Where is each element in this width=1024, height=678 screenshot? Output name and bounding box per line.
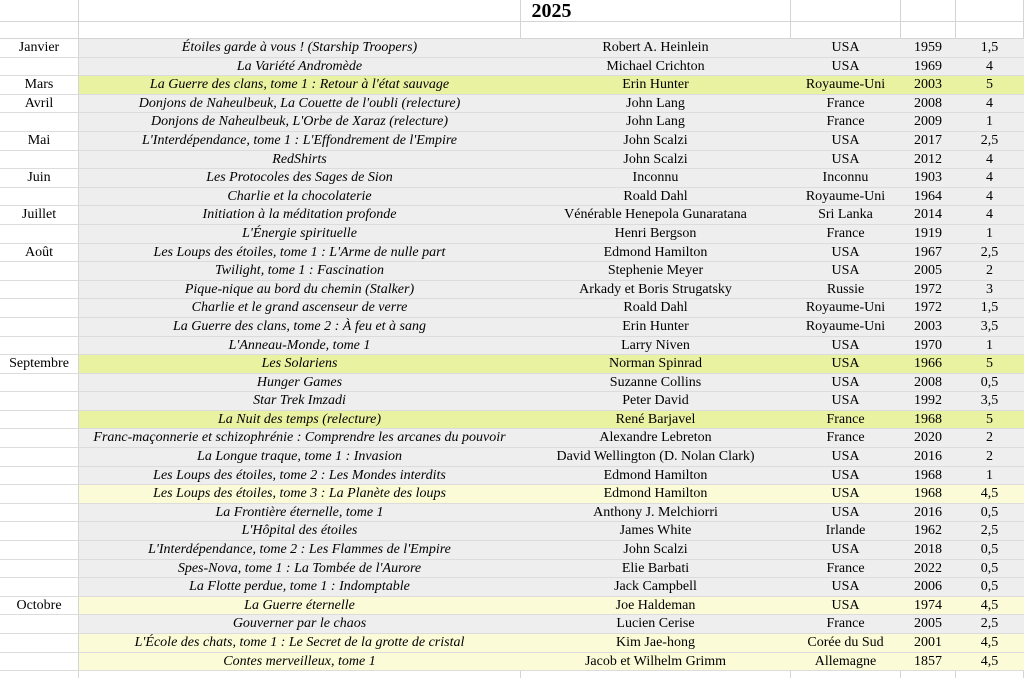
title-cell[interactable]: La Guerre des clans, tome 2 : À feu et à sang bbox=[173, 318, 426, 334]
month-cell[interactable]: Octobre bbox=[16, 597, 62, 613]
title-row bbox=[0, 0, 1024, 22]
title-cell[interactable]: Twilight, tome 1 : Fascination bbox=[215, 263, 384, 279]
country-cell[interactable]: Russie bbox=[826, 281, 865, 297]
rating-cell[interactable]: 2 bbox=[986, 263, 993, 279]
year-cell[interactable]: 2016 bbox=[914, 504, 942, 520]
country-cell[interactable]: USA bbox=[831, 542, 860, 558]
title-cell[interactable]: La Guerre éternelle bbox=[244, 597, 355, 613]
rating-cell[interactable]: 2,5 bbox=[980, 244, 999, 260]
year-cell[interactable]: 1970 bbox=[914, 337, 942, 353]
author-cell[interactable]: Inconnu bbox=[632, 170, 679, 186]
country-cell[interactable]: USA bbox=[831, 132, 860, 148]
month-cell[interactable]: Août bbox=[25, 244, 53, 260]
year-cell[interactable]: 2018 bbox=[914, 542, 942, 558]
country-cell[interactable]: USA bbox=[831, 58, 860, 74]
month-cell[interactable] bbox=[0, 151, 78, 169]
title-cell[interactable]: Gouverner par le chaos bbox=[232, 616, 367, 632]
year-cell[interactable]: 1968 bbox=[914, 467, 942, 483]
author-cell[interactable]: John Scalzi bbox=[623, 132, 688, 148]
month-cell[interactable] bbox=[0, 541, 78, 559]
rating-cell[interactable]: 3 bbox=[986, 281, 993, 297]
table-row bbox=[0, 169, 1024, 188]
title-cell[interactable]: RedShirts bbox=[272, 151, 327, 167]
title-cell[interactable]: Franc-maçonnerie et schizophrénie : Comprendre les arcanes du pouvoir bbox=[93, 430, 506, 446]
title-cell[interactable]: Initiation à la méditation profonde bbox=[202, 207, 397, 223]
table-row bbox=[0, 76, 1024, 95]
year-cell[interactable]: 1919 bbox=[914, 225, 942, 241]
title-cell[interactable]: L'École des chats, tome 1 : Le Secret de la grotte de cristal bbox=[134, 635, 465, 650]
month-cell[interactable] bbox=[0, 411, 78, 429]
year-cell[interactable]: 1968 bbox=[914, 486, 942, 502]
country-cell[interactable]: France bbox=[826, 560, 865, 576]
rating-cell[interactable]: 0,5 bbox=[980, 542, 999, 558]
title-cell[interactable]: L'Anneau-Monde, tome 1 bbox=[228, 337, 371, 353]
title-cell[interactable]: La Longue traque, tome 1 : Invasion bbox=[197, 449, 402, 465]
country-cell[interactable]: Royaume-Uni bbox=[805, 318, 886, 334]
month-cell[interactable]: Avril bbox=[24, 95, 54, 111]
title-cell[interactable]: Les Loups des étoiles, tome 3 : La Planète des loups bbox=[153, 486, 446, 502]
author-cell[interactable]: Roald Dahl bbox=[623, 300, 688, 316]
year-cell[interactable]: 1857 bbox=[914, 653, 942, 669]
rating-cell[interactable]: 5 bbox=[986, 77, 993, 93]
year-cell[interactable]: 2008 bbox=[914, 95, 942, 111]
country-cell[interactable]: USA bbox=[831, 597, 860, 613]
table-row bbox=[0, 58, 1024, 77]
table-row bbox=[0, 318, 1024, 337]
rating-cell[interactable]: 2 bbox=[986, 449, 993, 465]
month-cell[interactable] bbox=[0, 58, 78, 76]
country-cell[interactable]: USA bbox=[831, 374, 860, 390]
title-cell[interactable]: La Variété Andromède bbox=[236, 58, 363, 74]
rating-cell[interactable]: 1 bbox=[986, 225, 993, 241]
table-row bbox=[0, 374, 1024, 393]
year-cell[interactable]: 1972 bbox=[914, 300, 942, 316]
year-cell[interactable]: 2016 bbox=[914, 449, 942, 465]
author-cell[interactable]: Stephenie Meyer bbox=[607, 263, 704, 279]
country-cell[interactable]: Irlande bbox=[825, 523, 866, 539]
rating-cell[interactable]: 4 bbox=[986, 151, 993, 167]
author-cell[interactable]: John Lang bbox=[626, 95, 685, 111]
title-cell[interactable]: Les Loups des étoiles, tome 2 : Les Mondes interdits bbox=[153, 467, 446, 483]
title-cell[interactable]: Star Trek Imzadi bbox=[253, 393, 346, 409]
country-cell[interactable]: Inconnu bbox=[822, 170, 869, 186]
rating-cell[interactable]: 0,5 bbox=[980, 560, 999, 576]
title-cell[interactable]: La Flotte perdue, tome 1 : Indomptable bbox=[189, 579, 410, 595]
country-cell[interactable]: USA bbox=[831, 393, 860, 409]
author-cell[interactable]: David Wellington (D. Nolan Clark) bbox=[556, 449, 755, 465]
title-cell[interactable]: La Nuit des temps (relecture) bbox=[217, 411, 382, 427]
author-cell[interactable]: Suzanne Collins bbox=[609, 374, 702, 390]
year-cell[interactable]: 1974 bbox=[914, 597, 942, 613]
author-cell[interactable]: Anthony J. Melchiorri bbox=[593, 504, 718, 520]
rating-cell[interactable]: 4 bbox=[986, 170, 993, 186]
country-cell[interactable]: USA bbox=[831, 40, 860, 55]
country-cell[interactable]: USA bbox=[831, 356, 860, 372]
year-cell[interactable]: 2009 bbox=[914, 114, 942, 130]
year-cell[interactable]: 1968 bbox=[914, 411, 942, 427]
month-cell[interactable] bbox=[0, 578, 78, 596]
table-row bbox=[0, 113, 1024, 132]
country-cell[interactable]: France bbox=[826, 114, 865, 130]
title-cell[interactable]: L'Interdépendance, tome 2 : Les Flammes de l'Empire bbox=[148, 542, 451, 558]
table-row bbox=[0, 485, 1024, 504]
country-cell[interactable]: France bbox=[826, 411, 865, 427]
country-cell[interactable]: Sri Lanka bbox=[818, 207, 873, 223]
month-cell[interactable] bbox=[0, 318, 78, 336]
rating-cell[interactable]: 1 bbox=[986, 114, 993, 130]
title-cell[interactable]: Charlie et la chocolaterie bbox=[227, 188, 372, 204]
rating-cell[interactable]: 4 bbox=[986, 95, 993, 111]
country-cell[interactable]: Corée du Sud bbox=[807, 635, 884, 650]
year-cell[interactable]: 2022 bbox=[914, 560, 942, 576]
title-cell[interactable]: Donjons de Naheulbeuk, La Couette de l'oubli (relecture) bbox=[138, 95, 461, 111]
table-row bbox=[0, 597, 1024, 616]
country-cell[interactable]: France bbox=[826, 616, 865, 632]
country-cell[interactable]: USA bbox=[831, 486, 860, 502]
country-cell[interactable]: France bbox=[826, 95, 865, 111]
table-row bbox=[0, 39, 1024, 58]
month-cell[interactable] bbox=[0, 337, 78, 355]
year-cell[interactable]: 2003 bbox=[914, 77, 942, 93]
title-cell[interactable]: Pique-nique au bord du chemin (Stalker) bbox=[184, 281, 415, 297]
month-cell[interactable]: Mai bbox=[27, 132, 51, 148]
month-cell[interactable]: Juillet bbox=[21, 207, 57, 223]
country-cell[interactable]: Royaume-Uni bbox=[805, 300, 886, 316]
month-cell[interactable]: Janvier bbox=[18, 40, 60, 55]
table-row bbox=[0, 132, 1024, 151]
author-cell[interactable]: Norman Spinrad bbox=[609, 356, 702, 372]
rating-cell[interactable]: 0,5 bbox=[980, 579, 999, 595]
table-row bbox=[0, 392, 1024, 411]
country-cell[interactable]: USA bbox=[831, 244, 860, 260]
book-rows bbox=[0, 39, 1024, 671]
month-cell[interactable] bbox=[0, 374, 78, 392]
month-cell[interactable] bbox=[0, 634, 78, 652]
year-cell[interactable]: 2003 bbox=[914, 318, 942, 334]
month-cell[interactable] bbox=[0, 392, 78, 410]
rating-cell[interactable]: 0,5 bbox=[980, 374, 999, 390]
author-cell[interactable]: Joe Haldeman bbox=[615, 597, 696, 613]
table-row bbox=[0, 151, 1024, 170]
author-cell[interactable]: Kim Jae-hong bbox=[616, 635, 695, 650]
table-row bbox=[0, 188, 1024, 207]
author-cell[interactable]: Michael Crichton bbox=[606, 58, 705, 74]
year-cell[interactable]: 2014 bbox=[914, 207, 942, 223]
table-row bbox=[0, 578, 1024, 597]
year-cell[interactable]: 1992 bbox=[914, 393, 942, 409]
month-cell[interactable] bbox=[0, 225, 78, 243]
table-row bbox=[0, 504, 1024, 523]
author-cell[interactable]: Edmond Hamilton bbox=[603, 244, 708, 260]
month-cell[interactable]: Mars bbox=[24, 77, 54, 93]
rating-cell[interactable]: 2 bbox=[986, 430, 993, 446]
table-row bbox=[0, 281, 1024, 300]
title-cell[interactable]: Étoiles garde à vous ! (Starship Troopers) bbox=[181, 40, 418, 55]
table-row bbox=[0, 653, 1024, 672]
title-cell[interactable]: La Guerre des clans, tome 1 : Retour à l'état sauvage bbox=[149, 77, 450, 93]
country-cell[interactable]: Allemagne bbox=[814, 653, 877, 669]
country-cell[interactable]: USA bbox=[831, 579, 860, 595]
author-cell[interactable]: Jacob et Wilhelm Grimm bbox=[584, 653, 727, 669]
title-cell[interactable]: Hunger Games bbox=[256, 374, 343, 390]
year-cell[interactable]: 2012 bbox=[914, 151, 942, 167]
month-cell[interactable] bbox=[0, 448, 78, 466]
rating-cell[interactable]: 4,5 bbox=[980, 635, 999, 650]
author-cell[interactable]: Lucien Cerise bbox=[616, 616, 695, 632]
author-cell[interactable]: Vénérable Henepola Gunaratana bbox=[564, 207, 747, 223]
author-cell[interactable]: René Barjavel bbox=[615, 411, 696, 427]
country-cell[interactable]: France bbox=[826, 430, 865, 446]
author-cell[interactable]: John Scalzi bbox=[623, 151, 688, 167]
year-cell[interactable]: 2017 bbox=[914, 132, 942, 148]
table-row bbox=[0, 299, 1024, 318]
title-cell[interactable]: L'Hôpital des étoiles bbox=[241, 523, 358, 539]
rating-cell[interactable]: 0,5 bbox=[980, 504, 999, 520]
title-cell[interactable]: Spes-Nova, tome 1 : La Tombée de l'Aurore bbox=[177, 560, 422, 576]
month-cell[interactable] bbox=[0, 653, 78, 671]
author-cell[interactable]: Henri Bergson bbox=[614, 225, 697, 241]
month-cell[interactable] bbox=[0, 522, 78, 540]
month-cell[interactable] bbox=[0, 281, 78, 299]
title-cell[interactable]: Contes merveilleux, tome 1 bbox=[223, 653, 376, 669]
country-cell[interactable]: USA bbox=[831, 151, 860, 167]
table-row bbox=[0, 244, 1024, 263]
rating-cell[interactable]: 1,5 bbox=[980, 40, 999, 55]
author-cell[interactable]: Roald Dahl bbox=[623, 188, 688, 204]
year-cell[interactable]: 1967 bbox=[914, 244, 942, 260]
author-cell[interactable]: Erin Hunter bbox=[622, 77, 689, 93]
table-row bbox=[0, 615, 1024, 634]
author-cell[interactable]: James White bbox=[619, 523, 692, 539]
table-row bbox=[0, 522, 1024, 541]
rating-cell[interactable]: 4 bbox=[986, 188, 993, 204]
table-row bbox=[0, 95, 1024, 114]
year-cell[interactable]: 1964 bbox=[914, 188, 942, 204]
title-cell[interactable]: L'Énergie spirituelle bbox=[242, 225, 357, 241]
year-cell[interactable]: 2005 bbox=[914, 616, 942, 632]
rating-cell[interactable]: 2,5 bbox=[980, 616, 999, 632]
year-cell[interactable]: 1959 bbox=[914, 40, 942, 55]
rating-cell[interactable]: 1 bbox=[986, 467, 993, 483]
rating-cell[interactable]: 4,5 bbox=[980, 653, 999, 669]
year-cell[interactable]: 2006 bbox=[914, 579, 942, 595]
rating-cell[interactable]: 5 bbox=[986, 411, 993, 427]
title-cell[interactable]: Les Loups des étoiles, tome 1 : L'Arme de nulle part bbox=[153, 244, 446, 260]
country-cell[interactable]: USA bbox=[831, 467, 860, 483]
table-row bbox=[0, 411, 1024, 430]
table-row bbox=[0, 634, 1024, 653]
table-row bbox=[0, 429, 1024, 448]
rating-cell[interactable]: 1 bbox=[986, 337, 993, 353]
month-cell[interactable]: Juin bbox=[27, 170, 51, 186]
author-cell[interactable]: Arkady et Boris Strugatsky bbox=[579, 281, 732, 297]
year-cell[interactable]: 1962 bbox=[914, 523, 942, 539]
table-row bbox=[0, 467, 1024, 486]
month-cell[interactable] bbox=[0, 429, 78, 447]
table-row bbox=[0, 262, 1024, 281]
rating-cell[interactable]: 4 bbox=[986, 207, 993, 223]
table-row bbox=[0, 337, 1024, 356]
country-cell[interactable]: USA bbox=[831, 337, 860, 353]
rating-cell[interactable]: 4,5 bbox=[980, 486, 999, 502]
author-cell[interactable]: John Scalzi bbox=[623, 542, 688, 558]
table-row bbox=[0, 560, 1024, 579]
title-cell[interactable]: Charlie et le grand ascenseur de verre bbox=[191, 300, 408, 316]
country-cell[interactable]: Royaume-Uni bbox=[805, 188, 886, 204]
table-row bbox=[0, 225, 1024, 244]
rating-cell[interactable]: 2,5 bbox=[980, 523, 999, 539]
table-row bbox=[0, 448, 1024, 467]
year-title-cell[interactable]: 2025 bbox=[531, 0, 572, 22]
rating-cell[interactable]: 1,5 bbox=[980, 300, 999, 316]
author-cell[interactable]: Elie Barbati bbox=[621, 560, 690, 576]
month-cell[interactable] bbox=[0, 485, 78, 503]
author-cell[interactable]: Erin Hunter bbox=[622, 318, 689, 334]
year-cell[interactable]: 2001 bbox=[914, 635, 942, 650]
author-cell[interactable]: Edmond Hamilton bbox=[603, 486, 708, 502]
year-cell[interactable]: 2005 bbox=[914, 263, 942, 279]
table-row bbox=[0, 206, 1024, 225]
month-cell[interactable] bbox=[0, 615, 78, 633]
year-cell[interactable]: 1966 bbox=[914, 356, 942, 372]
country-cell[interactable]: USA bbox=[831, 504, 860, 520]
country-cell[interactable]: Royaume-Uni bbox=[805, 77, 886, 93]
month-cell[interactable] bbox=[0, 504, 78, 522]
year-cell[interactable]: 1903 bbox=[914, 170, 942, 186]
table-row bbox=[0, 541, 1024, 560]
year-cell[interactable]: 1969 bbox=[914, 58, 942, 74]
title-cell[interactable]: La Frontière éternelle, tome 1 bbox=[215, 504, 384, 520]
blank-row bbox=[0, 22, 1024, 39]
year-cell[interactable]: 2008 bbox=[914, 374, 942, 390]
author-cell[interactable]: John Lang bbox=[626, 114, 685, 130]
title-cell[interactable]: Donjons de Naheulbeuk, L'Orbe de Xaraz (relecture) bbox=[150, 114, 449, 130]
rating-cell[interactable]: 4,5 bbox=[980, 597, 999, 613]
author-cell[interactable]: Peter David bbox=[622, 393, 689, 409]
title-cell[interactable]: Les Solariens bbox=[261, 356, 338, 372]
title-cell[interactable]: Les Protocoles des Sages de Sion bbox=[206, 170, 393, 186]
month-cell[interactable] bbox=[0, 467, 78, 485]
title-cell[interactable]: L'Interdépendance, tome 1 : L'Effondrement de l'Empire bbox=[142, 132, 457, 148]
month-cell[interactable] bbox=[0, 188, 78, 206]
month-cell[interactable]: Septembre bbox=[9, 356, 69, 372]
rating-cell[interactable]: 3,5 bbox=[980, 393, 999, 409]
year-cell[interactable]: 2020 bbox=[914, 430, 942, 446]
country-cell[interactable]: USA bbox=[831, 263, 860, 279]
month-cell[interactable] bbox=[0, 113, 78, 131]
author-cell[interactable]: Jack Campbell bbox=[614, 579, 697, 595]
rating-cell[interactable]: 2,5 bbox=[980, 132, 999, 148]
country-cell[interactable]: USA bbox=[831, 449, 860, 465]
author-cell[interactable]: Edmond Hamilton bbox=[603, 467, 708, 483]
month-cell[interactable] bbox=[0, 299, 78, 317]
table-row bbox=[0, 355, 1024, 374]
author-cell[interactable]: Alexandre Lebreton bbox=[599, 430, 712, 446]
rating-cell[interactable]: 4 bbox=[986, 58, 993, 74]
country-cell[interactable]: France bbox=[826, 225, 865, 241]
month-cell[interactable] bbox=[0, 262, 78, 280]
month-cell[interactable] bbox=[0, 560, 78, 578]
rating-cell[interactable]: 5 bbox=[986, 356, 993, 372]
author-cell[interactable]: Larry Niven bbox=[621, 337, 690, 353]
rating-cell[interactable]: 3,5 bbox=[980, 318, 999, 334]
author-cell[interactable]: Robert A. Heinlein bbox=[602, 40, 709, 55]
year-cell[interactable]: 1972 bbox=[914, 281, 942, 297]
